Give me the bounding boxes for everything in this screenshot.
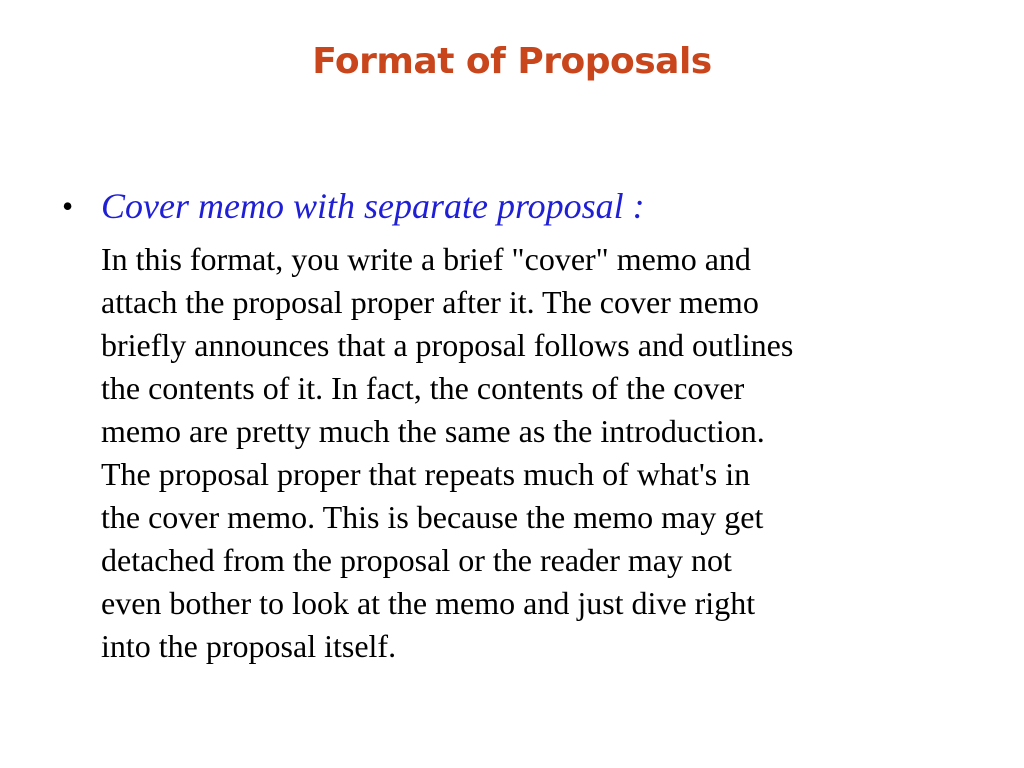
body-line: attach the proposal proper after it. The cover memo [101,284,759,320]
bullet-heading: Cover memo with separate proposal : [101,186,645,226]
body-line: memo are pretty much the same as the introduction. [101,413,765,449]
slide-title: Format of Proposals [312,41,712,82]
body-line: detached from the proposal or the reader may not [101,542,732,578]
body-line: into the proposal itself. [101,628,397,664]
bullet-marker: • [62,188,74,224]
body-line: even bother to look at the memo and just dive right [101,585,756,621]
bullet-body [101,238,976,668]
bullet-list [56,184,976,668]
body-line: briefly announces that a proposal follows and outlines [101,327,794,363]
body-line: In this format, you write a brief "cover" memo and [101,241,751,277]
bullet-item [56,184,976,668]
body-line: The proposal proper that repeats much of what's in [101,456,751,492]
body-line: the contents of it. In fact, the contents of the cover [101,370,745,406]
body-line: the cover memo. This is because the memo may get [101,499,764,535]
